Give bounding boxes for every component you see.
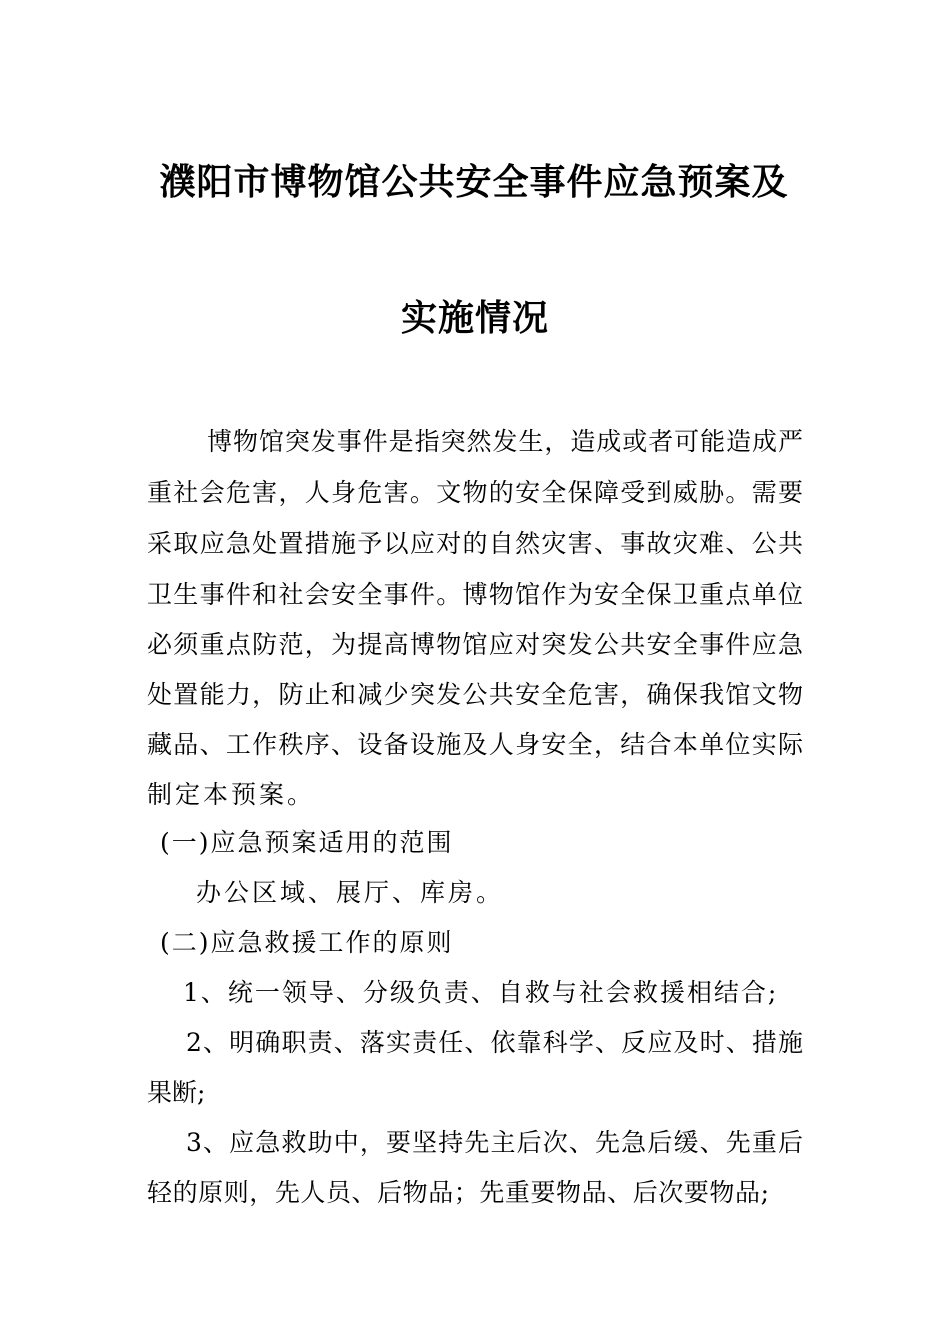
document-title-line2: 实施情况 xyxy=(400,298,549,339)
section2-heading: (二)应急救援工作的原则 xyxy=(160,928,454,957)
intro-line-2: 重社会危害，人身危害。文物的安全保障受到威胁。需要 xyxy=(147,478,803,507)
principle-3-line-1: 3、应急救助中，要坚持先主后次、先急后缓、先重后 xyxy=(186,1128,803,1157)
document-title-line1: 濮阳市博物馆公共安全事件应急预案及 xyxy=(159,162,789,203)
section1-body: 办公区域、展厅、库房。 xyxy=(196,878,505,907)
intro-line-5: 必须重点防范，为提高博物馆应对突发公共安全事件应急 xyxy=(147,630,803,659)
intro-line-8: 制定本预案。 xyxy=(147,780,316,809)
intro-line-7: 藏品、工作秩序、设备设施及人身安全，结合本单位实际 xyxy=(147,730,803,759)
intro-line-6: 处置能力，防止和减少突发公共安全危害，确保我馆文物 xyxy=(147,680,803,709)
intro-line-3: 采取应急处置措施予以应对的自然灾害、事故灾难、公共 xyxy=(147,529,803,558)
principle-1: 1、统一领导、分级负责、自救与社会救援相结合; xyxy=(183,978,779,1007)
intro-line-1: 博物馆突发事件是指突然发生，造成或者可能造成严 xyxy=(207,427,803,456)
intro-line-4: 卫生事件和社会安全事件。博物馆作为安全保卫重点单位 xyxy=(147,580,803,609)
section1-heading: (一)应急预案适用的范围 xyxy=(160,828,454,857)
principle-3-line-2: 轻的原则，先人员、后物品；先重要物品、后次要物品; xyxy=(147,1178,769,1207)
principle-2-line-1: 2、明确职责、落实责任、依靠科学、反应及时、措施 xyxy=(186,1028,803,1057)
principle-2-line-2: 果断; xyxy=(147,1078,206,1107)
